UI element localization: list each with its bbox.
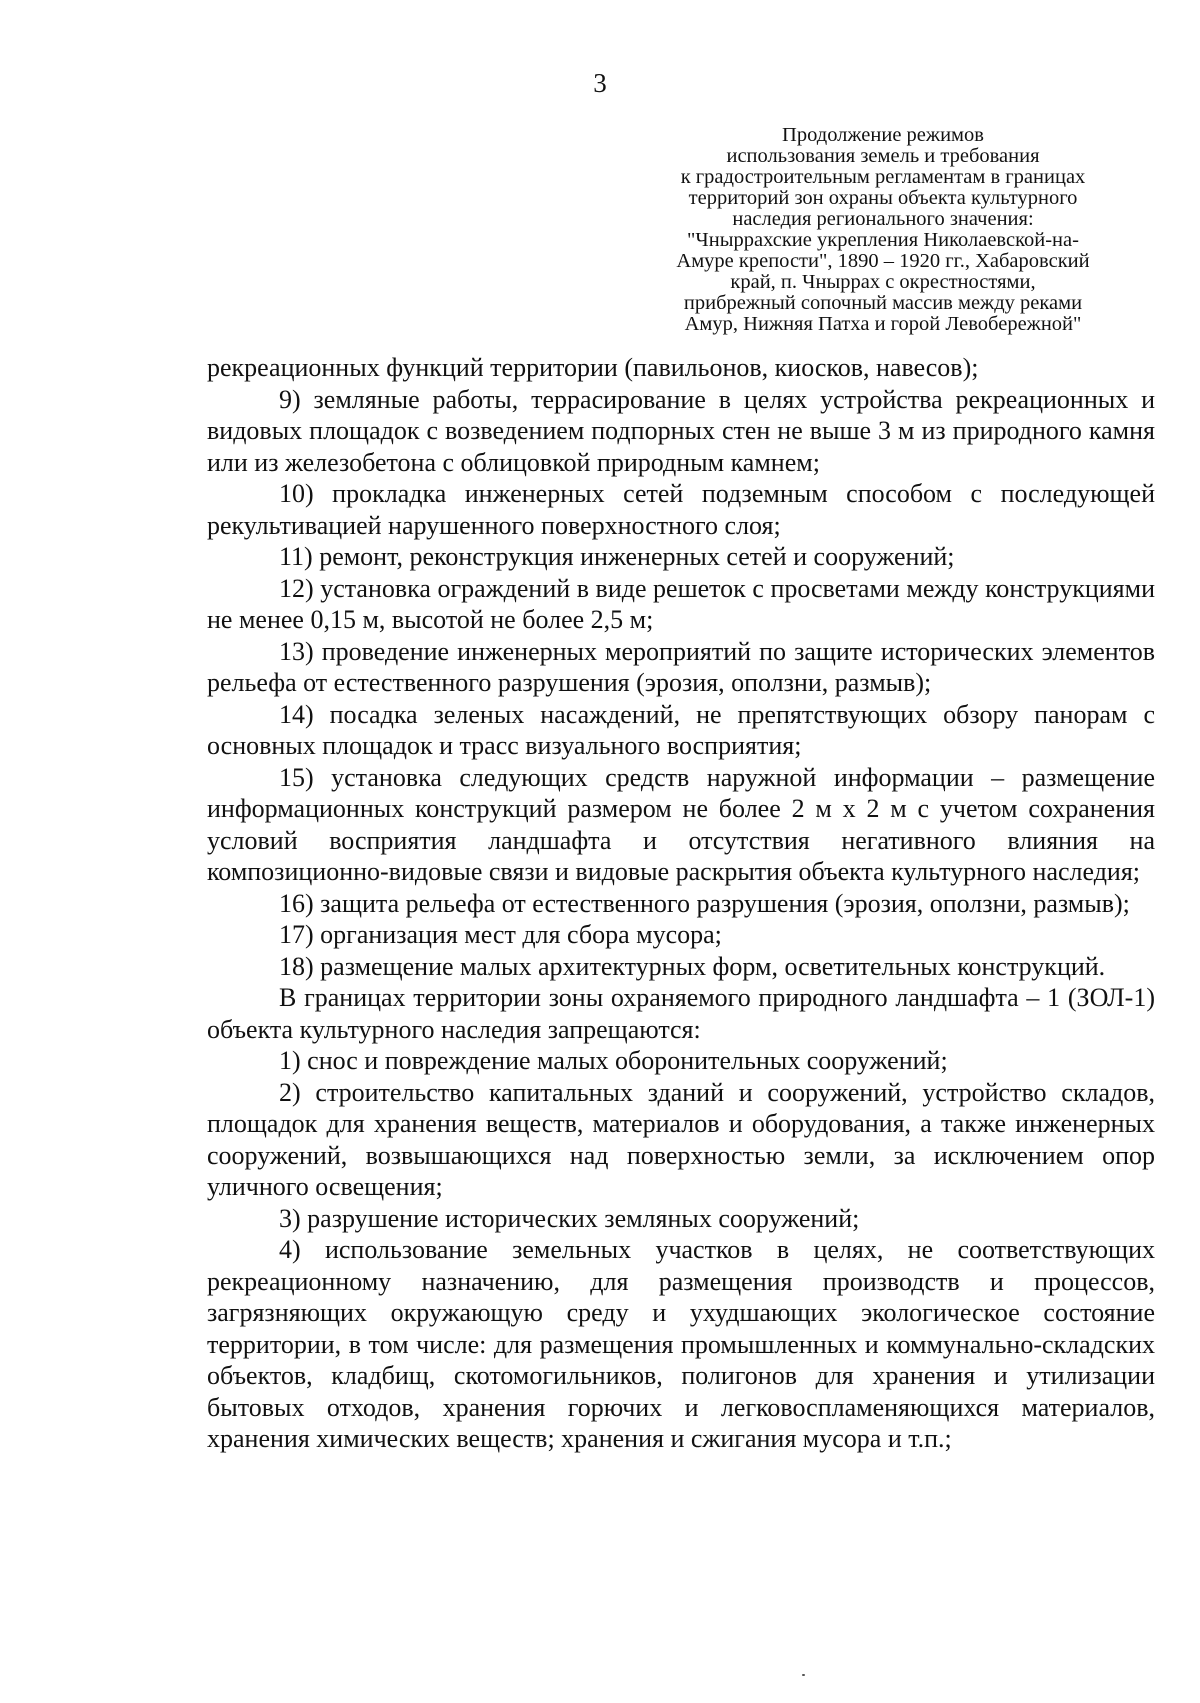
document-body (207, 352, 1155, 1455)
header-line: Амуре крепости", 1890 – 1920 гг., Хабаровский (676, 250, 1090, 272)
list-item-18: 18) размещение малых архитектурных форм, осветительных конструкций. (279, 951, 1106, 981)
paragraph-continuation: рекреационных функций территории (павильонов, киосков, навесов); (207, 353, 979, 382)
scan-speck (802, 1674, 805, 1676)
prohibition-item-1: 1) снос и повреждение малых оборонительных сооружений; (279, 1046, 948, 1075)
prohibition-item-3: 3) разрушение исторических земляных сооружений; (279, 1203, 860, 1233)
list-item-16: 16) защита рельефа от естественного разрушения (эрозия, оползни, размыв); (279, 888, 1130, 918)
header-line: территорий зон охраны объекта культурного (688, 187, 1078, 209)
prohibition-item-4: 4) использование земельных участков в целях, не соответствующих рекреационному назначению, для размещения производств и процессов, загрязняющих окружающую среду и ухудшающих экологическое состояние территории, в том числе: для размещения промышленных и коммунально-складских объектов, кладбищ, скотомогильников, полигонов для хранения и утилизации бытовых отходов, хранения горючих и легковоспламеняющихся материалов, хранения химических веществ; хранения и сжигания мусора и т.п.; (207, 1235, 1155, 1453)
list-item-10: 10) прокладка инженерных сетей подземным способом с последующей рекультивацией нарушенного поверхностного слоя; (207, 479, 1155, 540)
header-line: край, п. Чныррах с окрестностями, (730, 271, 1036, 293)
header-line: прибрежный сопочный массив между реками (683, 292, 1083, 314)
header-line: наследия регионального значения: (732, 208, 1034, 230)
list-item-12: 12) установка ограждений в виде решеток с просветами между конструкциями не менее 0,15 м, высотой не более 2,5 м; (207, 573, 1155, 634)
header-line: использования земель и требования (726, 145, 1040, 167)
list-item-13: 13) проведение инженерных мероприятий по защите исторических элементов рельефа от естественного разрушения (эрозия, оползни, размыв); (207, 636, 1155, 697)
page-number: 3 (593, 68, 607, 98)
list-item-11: 11) ремонт, реконструкция инженерных сетей и сооружений; (279, 542, 955, 571)
list-item-17: 17) организация мест для сбора мусора; (279, 920, 722, 949)
list-item-9: 9) земляные работы, террасирование в целях устройства рекреационных и видовых площадок с возведением подпорных стен не выше 3 м из природного камня или из железобетона с облицовкой природным камнем; (207, 384, 1155, 477)
header-line: Продолжение режимов (782, 124, 984, 146)
list-item-15: 15) установка следующих средств наружной информации – размещение информационных конструкций размером не более 2 м х 2 м с учетом сохранения условий восприятия ландшафта и отсутствия негативного влияния на композиционно-видовые связи и видовые раскрытия объекта культурного наследия; (207, 762, 1155, 886)
list-item-14: 14) посадка зеленых насаждений, не препятствующих обзору панорам с основных площадок и трасс визуального восприятия; (207, 699, 1155, 760)
document-header (628, 125, 1138, 335)
header-line: "Чныррахские укрепления Николаевской-на- (687, 229, 1079, 251)
header-line: Амур, Нижняя Патха и горой Левобережной" (684, 313, 1082, 335)
header-line: к градостроительным регламентам в границах (680, 166, 1086, 188)
zone-prohibitions-intro: В границах территории зоны охраняемого природного ландшафта – 1 (ЗОЛ-1) объекта культурного наследия запрещаются: (207, 983, 1155, 1044)
prohibition-item-2: 2) строительство капитальных зданий и сооружений, устройство складов, площадок для хранения веществ, материалов и оборудования, а также инженерных сооружений, возвышающихся над поверхностью земли, за исключением опор уличного освещения; (207, 1077, 1155, 1201)
